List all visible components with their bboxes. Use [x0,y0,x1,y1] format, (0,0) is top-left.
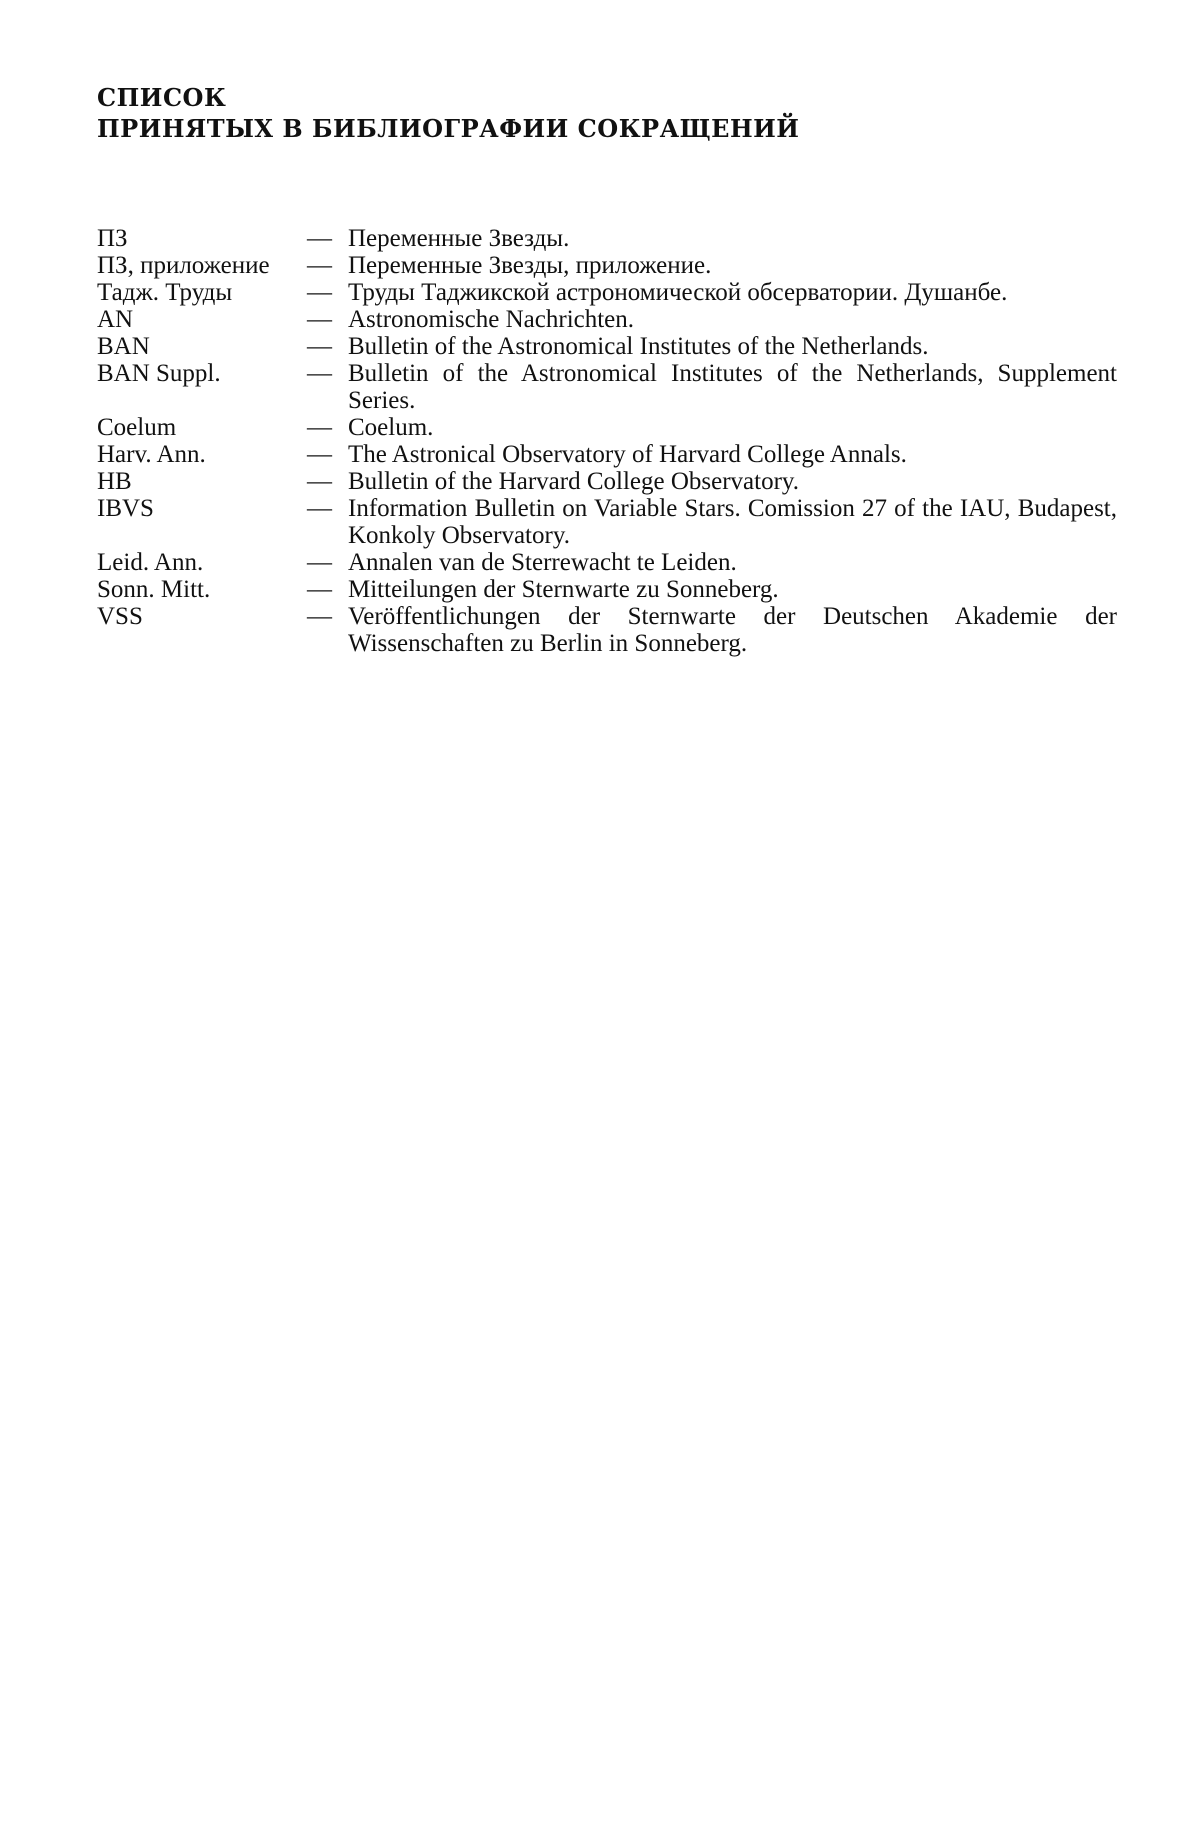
entry-dash: — [307,468,332,495]
abbreviation-description: Bulletin of the Astronomical Institutes of the Netherlands, Supplement Series. [348,360,1117,414]
abbreviation: BAN Suppl. [97,360,221,387]
abbreviation-entry [97,360,1117,414]
abbreviation-description: The Astronical Observatory of Harvard College Annals. [348,441,907,468]
abbreviation-entry [97,306,1117,333]
title-line-1: СПИСОК [97,83,227,112]
entry-dash: — [307,414,332,441]
abbreviation-entry [97,468,1117,495]
abbreviation: ПЗ, приложение [97,252,270,279]
abbreviation: VSS [97,603,143,630]
abbreviation: Sonn. Mitt. [97,576,211,603]
entry-dash: — [307,306,332,333]
entry-dash: — [307,549,332,576]
abbreviation: Coelum [97,414,177,441]
abbreviation: Тадж. Труды [97,279,233,306]
abbreviation-entry [97,495,1117,549]
entry-dash: — [307,252,332,279]
abbreviation-entry [97,279,1117,306]
abbreviation-description: Annalen van de Sterrewacht te Leiden. [348,549,737,576]
title-line-2: ПРИНЯТЫХ В БИБЛИОГРАФИИ СОКРАЩЕНИЙ [97,114,800,143]
abbreviation-description: Information Bulletin on Variable Stars. Comission 27 of the IAU, Budapest, Konkoly Observatory. [348,495,1117,549]
abbreviation: ПЗ [97,225,128,252]
abbreviation-entry [97,333,1117,360]
abbreviation: Harv. Ann. [97,441,206,468]
abbreviation-description: Bulletin of the Harvard College Observatory. [348,468,800,495]
entry-dash: — [307,360,332,387]
abbreviation-entry [97,252,1117,279]
abbreviation: BAN [97,333,150,360]
entry-dash: — [307,441,332,468]
abbreviation-entry [97,603,1117,657]
abbreviation-description: Astronomische Nachrichten. [348,306,635,333]
abbreviation: Leid. Ann. [97,549,204,576]
abbreviation: HB [97,468,132,495]
entry-dash: — [307,495,332,522]
abbreviation-entry [97,225,1117,252]
abbreviation-description: Coelum. [348,414,434,441]
entry-dash: — [307,225,332,252]
abbreviation-entry [97,576,1117,603]
abbreviation-description: Veröffentlichungen der Sternwarte der Deutschen Akademie der Wissenschaften zu Berlin in Sonneberg. [348,603,1117,657]
abbreviation: IBVS [97,495,154,522]
abbreviation-entry [97,414,1117,441]
entry-dash: — [307,576,332,603]
entry-dash: — [307,333,332,360]
abbreviation-entry [97,549,1117,576]
entry-dash: — [307,603,332,630]
page-title [97,82,997,144]
abbreviation: AN [97,306,134,333]
abbreviation-description: Переменные Звезды, приложение. [348,252,712,279]
abbreviation-description: Труды Таджикской астрономической обсерватории. Душанбе. [348,279,1008,306]
entry-dash: — [307,279,332,306]
abbreviation-list [97,225,1117,657]
abbreviation-description: Bulletin of the Astronomical Institutes of the Netherlands. [348,333,929,360]
abbreviation-entry [97,441,1117,468]
abbreviation-description: Mitteilungen der Sternwarte zu Sonneberg. [348,576,779,603]
abbreviation-description: Переменные Звезды. [348,225,570,252]
